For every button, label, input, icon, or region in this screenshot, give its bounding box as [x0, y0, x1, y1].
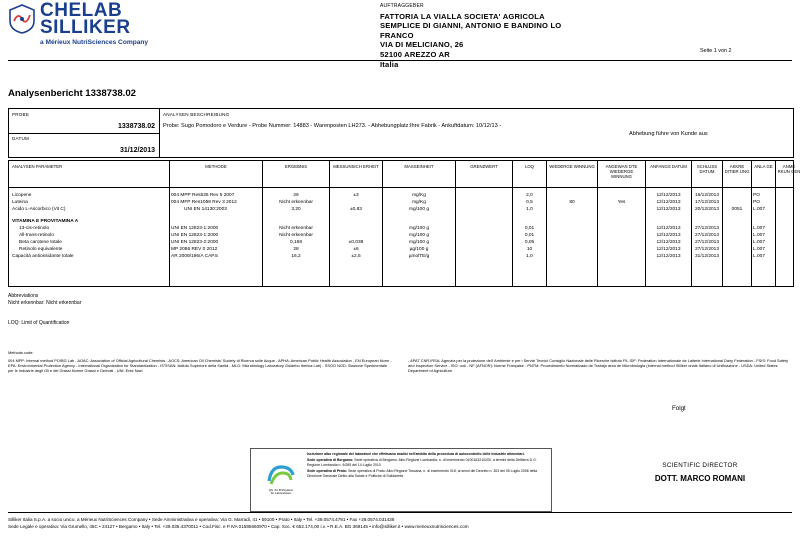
info-horizontal-divider — [9, 133, 159, 134]
qs-swirl-icon — [265, 461, 297, 487]
cell-plant: PO — [753, 200, 760, 205]
column-header-applied-recovery: ANGEWAN DTE WIEDERGE WINNUNG — [605, 164, 638, 179]
cell-method: UNI EN 12823-1:2000 — [171, 226, 219, 231]
abbreviations-title: Abbreviations — [8, 293, 39, 299]
address-line-3: FRANCO — [380, 30, 414, 40]
cell-applied-recovery: Yes — [617, 200, 626, 205]
cell-loq: 0,5 — [526, 200, 533, 205]
cell-end-date: 27/12/2013 — [694, 240, 719, 245]
cell-parameter: Acido L-Ascorbico (Vit C) — [12, 207, 66, 212]
cell-start-date: 12/12/2013 — [656, 200, 681, 205]
methods-title: Methods code: — [8, 350, 34, 355]
address-line-2: SEMPLICE DI GIANNI, ANTONIO E BANDINO LO — [380, 21, 562, 31]
column-header-uncertainty: MESSUNSICH ERHEIT — [333, 164, 379, 169]
cell-uncertainty: ±0,038 — [348, 240, 364, 245]
abhebung-note: Abhebung führe von Kunde aus — [629, 131, 708, 137]
col-divider-12 — [751, 161, 752, 286]
description-value: Probe: Sugo Pomodoro e Verdure - Probe Nummer: 14883 - Warenposten LH273. - Abhebungplatz:Ihre Fabrik - Ankuftdatum: 10/12/13 - — [163, 123, 502, 129]
logo-wordmark — [40, 2, 148, 46]
cell-unit: µg/100 g — [409, 247, 429, 252]
column-header-start-date: ANFANGS DATUM — [650, 164, 687, 169]
cell-method: UNI EN 14130:2003 — [184, 207, 227, 212]
cell-end-date: 27/12/2013 — [694, 247, 719, 252]
header-divider — [8, 60, 792, 61]
accreditation-box — [250, 448, 552, 512]
col-divider-8 — [597, 161, 598, 286]
cell-start-date: 12/12/2013 — [656, 240, 681, 245]
col-divider-3 — [329, 161, 330, 286]
accreditation-logo-caption: QS: für Prüfsystem für Laboratorien — [268, 488, 294, 496]
cell-plant: L.007 — [753, 247, 766, 252]
cell-start-date: 12/12/2013 — [656, 254, 681, 259]
probe-label: PROBE — [12, 112, 30, 117]
cell-start-date: 12/12/2013 — [656, 247, 681, 252]
signature-role: SCIENTIFIC DIRECTOR — [662, 462, 738, 469]
col-divider-9 — [645, 161, 646, 286]
cell-unit: mg/Kg — [412, 193, 426, 198]
cell-result: Nicht erkennbar — [279, 233, 313, 238]
column-header-result: ERGEBNIS — [284, 164, 308, 169]
continuation-note: Folgt — [672, 405, 686, 412]
cell-plant: L.007 — [753, 207, 766, 212]
accreditation-line-1: Sede operativa di Bergamo: Albo Regione Lombardia, n. di inserimento 0100163210200, a termini della Delibera D.G. Regione Lombardia n. 9/265 del 14 Luglio 2010 — [307, 458, 537, 467]
col-divider-6 — [512, 161, 513, 286]
accreditation-text: Iscrizione albo regionale dei laboratori che effettuano analisi nell'ambito della procedura di autocontrollo delle industrie alimentari. Sede operativa di Bergamo: Sede operativa di Bergamo: Albo Regione Lombardia, n. di inserimento 0100163210200, a termini della Delibera D.G. Regione Lombardia n. 9/265 del 14 Luglio 2010 Sede operativa di Prato: Sede operativa di Prato: Albo Regione Toscana, n. di inserimento 015, ai sensi del Decreto n. 303 del 05 Luglio 2006 della Direzione Generale Diritto alla Salute e Politiche di Solidarietà — [307, 452, 538, 478]
cell-end-date: 27/12/2013 — [694, 226, 719, 231]
cell-loq: 2,0 — [526, 193, 533, 198]
column-header-unit: MASSEINHEIT — [404, 164, 434, 169]
column-header-recovery: WIEDERGE WINNUNG — [549, 164, 595, 169]
column-header-parameter: ANALYSEN PARAMETER — [12, 164, 63, 169]
logo-line-1: CHELAB — [40, 0, 123, 21]
signature-block — [610, 462, 790, 483]
cell-method: UNI EN 12823-1:2000 — [171, 233, 219, 238]
col-divider-11 — [722, 161, 723, 286]
chelab-logo-mark — [8, 4, 36, 34]
cell-parameter: All-trans-retinolo — [19, 233, 54, 238]
footer-divider — [8, 512, 792, 513]
cell-start-date: 12/12/2013 — [656, 193, 681, 198]
cell-uncertainty: ±0,83 — [350, 207, 362, 212]
cell-plant: L.007 — [753, 240, 766, 245]
col-divider-13 — [775, 161, 776, 286]
address-line-0: AUFTRAGGEBER — [380, 3, 424, 9]
column-header-method: METHODE — [205, 164, 227, 169]
cell-parameter: Capacità antiossidante totale — [12, 254, 74, 259]
cell-loq: 1,0 — [526, 207, 533, 212]
cell-result: Nicht erkennbar — [279, 200, 313, 205]
cell-unit: µmolTE/g — [408, 254, 430, 259]
cell-parameter: Licopene — [12, 193, 32, 198]
col-divider-7 — [546, 161, 547, 286]
cell-plant: PO — [753, 193, 760, 198]
cell-end-date: 20/12/2013 — [694, 207, 719, 212]
cell-result: Nicht erkennbar — [279, 226, 313, 231]
cell-loq: 0,01 — [524, 233, 535, 238]
address-line-4: VIA DI MELICIANO, 26 — [380, 40, 464, 50]
cell-plant: L.007 — [753, 254, 766, 259]
cell-parameter: Retinolo equivalente — [19, 247, 63, 252]
cell-unit: mg/100 g — [408, 240, 429, 245]
cell-loq: 10 — [526, 247, 533, 252]
cell-plant: L.007 — [753, 233, 766, 238]
address-line-1: FATTORIA LA VIALLA SOCIETA' AGRICOLA — [380, 11, 545, 21]
cell-unit: mg/100 g — [408, 207, 429, 212]
cell-uncertainty: ±2,5 — [351, 254, 361, 259]
col-divider-1 — [169, 161, 170, 286]
info-vertical-divider — [159, 109, 160, 157]
cell-end-date: 17/12/2013 — [694, 200, 719, 205]
cell-end-date: 16/12/2013 — [694, 193, 719, 198]
sample-info-table — [8, 108, 794, 158]
page-footer — [8, 516, 792, 531]
cell-loq: 0,05 — [524, 240, 535, 245]
cell-accred: 0051 — [731, 207, 743, 212]
cell-result: 16,2 — [291, 254, 301, 259]
signature-name: DOTT. MARCO ROMANI — [654, 474, 746, 483]
cell-result: 3,20 — [291, 207, 301, 212]
column-header-accred: AKKRE DITIER UNG — [724, 164, 750, 174]
col-divider-2 — [262, 161, 263, 286]
cell-method: 004 MFP Res1058 Rev 3 2012 — [171, 200, 237, 205]
cell-method: UNI EN 12823-2:2000 — [171, 240, 219, 245]
page-header — [0, 0, 800, 69]
col-divider-5 — [455, 161, 456, 286]
cell-result: 29 — [293, 193, 299, 198]
accreditation-logo — [259, 461, 303, 501]
accreditation-line-2: Sede operativa di Prato: Albo Regione Toscana, n. di inserimento 015, ai sensi del Decreto n. 303 del 05 Luglio 2006 della Direzione Generale Diritto alla Salute e Politiche di Solidarietà — [307, 469, 538, 478]
cell-start-date: 12/12/2013 — [656, 226, 681, 231]
cell-uncertainty: ±6 — [353, 247, 359, 252]
abbreviations-line: Nicht erkennbar: Nicht erkennbar — [8, 300, 82, 306]
results-table — [8, 160, 800, 287]
cell-result: 28 — [293, 247, 299, 252]
cell-end-date: 31/12/2013 — [694, 254, 719, 259]
cell-unit: mg/100 g — [408, 226, 429, 231]
cell-loq: 1,0 — [526, 254, 533, 259]
cell-group-title: VITAMINA E PROVITAMINA A — [12, 219, 79, 224]
address-line-6: Italia — [380, 59, 399, 69]
probe-value: 1338738.02 — [118, 123, 155, 130]
page-title: Analysenbericht 1338738.02 — [8, 88, 136, 99]
cell-parameter: 13-cis-retinolo — [19, 226, 50, 231]
datum-value: 31/12/2013 — [119, 147, 155, 154]
methods-column-left: 004 MPP: Internal method PO/BG Lab - AOAC: Association of Official Agricultural Chemists - AOCS: American Oil Chemists' Society di Ricerca sulle Acque - APHA: American Public Health Association - EN European Norm - EPA: Environmental Protection Agency - International Organization for Standardization - ISTISAN: Istituto Superiore della Sanità - MLG: Microbiology Laboratory Guidebo Iberica Lab) - SSOG NGD: Stazione Sperimentale per le Industrie degli Oli e dei Grassi Norme Grassi e Derivati - UNI: Ente Nazi — [8, 358, 392, 374]
cell-plant: L.007 — [753, 226, 766, 231]
cell-parameter: Luteina — [12, 200, 28, 205]
cell-end-date: 27/12/2013 — [694, 233, 719, 238]
cell-method: MP 2086 REV 0 2012 — [171, 247, 218, 252]
col-divider-4 — [382, 161, 383, 286]
page-indicator: Seite 1 von 2 — [700, 48, 732, 54]
footer-line-1: Silliker Italia S.p.A. a socio unico, a Mérieux NutriSciences Company • Sede Amministrativa e operativa: Via G. Marradi, 41 • 59100 • Prato • Italy • Tel. +39.0574.4791 • Fax +39.0574.031438 — [8, 517, 395, 522]
methods-column-right: - APAT CNR IRSA: Agenzia per la protezione dell' Ambiente e per i Servizi Tecnici Consiglio Nazionale delle Ricerche Istituto FIL IDF: Federation Internationale de Laiterie International Dairy Federation - FSIS: Food Safety and Inspection Service - ISO: ook - NF (AFNOR): Norme Française - PNTM: Procedimento Normalizado de Trabajo area de Microbiologia (Internal method Silliker onale Italiano di Unificazione - USDA: United States Department of Agriculture — [408, 358, 789, 374]
column-header-limit: GRENZWERT — [470, 164, 498, 169]
company-logo — [8, 2, 198, 50]
footer-line-2: Sede Legale e operativa: Via Grumello, 45C • 24127 • Bergamo • Italy • Tel. +39.035.4370011 • Cod.Fisc. e P.IVA 01585660970 • Cap. Soc. € 652.174,00 i.v. • R.E.A. BG 369145 • info@silliker.it • www.merieuxnutrisciences.com — [8, 524, 469, 530]
description-label: ANALYSEN BESCHREIBUNG — [163, 112, 230, 117]
cell-result: 0,168 — [289, 240, 302, 245]
cell-uncertainty: ±3 — [353, 193, 359, 198]
column-header-loq: LOQ — [524, 164, 535, 169]
loq-line: LOQ: Limit of Quantification — [8, 320, 70, 326]
accreditation-text-bold: Iscrizione albo regionale dei laboratori che effettuano analisi nell'ambito della procedura di autocontrollo delle industrie alimentari. — [307, 452, 525, 456]
column-header-notes: ANME RKUN GEN — [777, 164, 800, 174]
cell-recovery: 80 — [569, 200, 575, 205]
cell-start-date: 12/12/2013 — [656, 233, 681, 238]
datum-label: DATUM — [12, 136, 29, 141]
logo-line-2: SILLIKER — [40, 17, 131, 38]
cell-parameter: Beta carotene totale — [19, 240, 62, 245]
address-line-5: 52100 AREZZO AR — [380, 49, 450, 59]
cell-method: AR 2009/196/A CAP.5 — [171, 254, 218, 259]
col-divider-10 — [691, 161, 692, 286]
column-header-plant: ANLA GE — [754, 164, 773, 169]
cell-start-date: 12/12/2013 — [656, 207, 681, 212]
cell-method: 004 MPP Res535 Rev 5 2007 — [171, 193, 235, 198]
cell-unit: mg/Kg — [412, 200, 426, 205]
cell-loq: 0,01 — [524, 226, 535, 231]
logo-subtitle: a Mérieux NutriSciences Company — [40, 39, 149, 46]
cell-unit: mg/100 g — [408, 233, 429, 238]
column-header-end-date: SCHLUSS DATUM — [696, 164, 718, 174]
